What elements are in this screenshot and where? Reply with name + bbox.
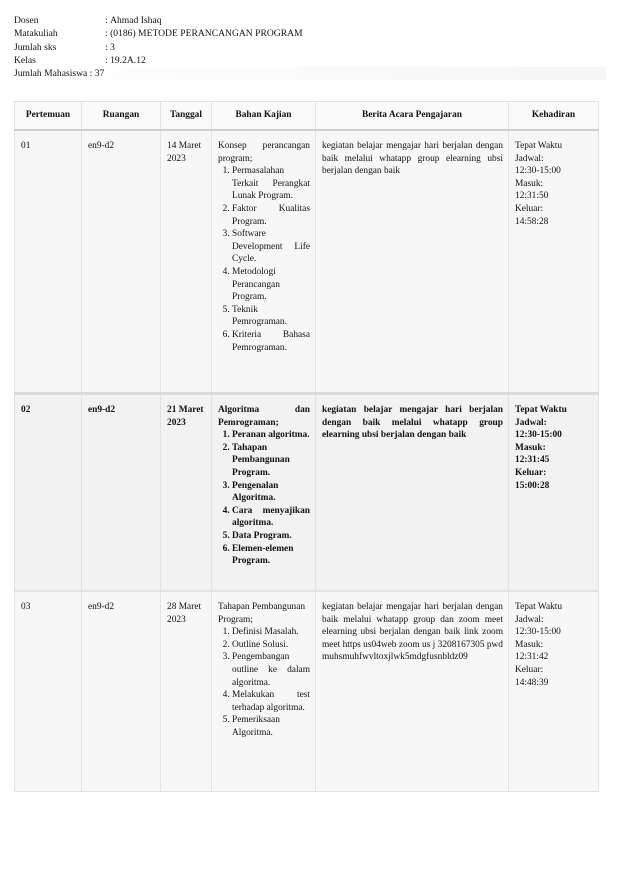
bahan-list bbox=[218, 429, 310, 568]
kelas-row bbox=[14, 54, 606, 67]
col-header-pertemuan: Pertemuan bbox=[15, 102, 82, 131]
mahasiswa-label: Jumlah Mahasiswa bbox=[14, 68, 88, 80]
mahasiswa-row bbox=[14, 67, 606, 80]
bahan-item: 6. Kriteria Bahasa Pemrograman. bbox=[232, 329, 310, 354]
kehadiran-status: Tepat Waktu bbox=[515, 141, 563, 151]
col-header-tanggal: Tanggal bbox=[161, 102, 212, 131]
kehadiran-jadwal-label: Jadwal: bbox=[515, 614, 544, 625]
kehadiran-masuk-label: Masuk: bbox=[515, 639, 544, 650]
matakuliah-row bbox=[14, 27, 606, 40]
bahan-item: 6. Elemen-elemen Program. bbox=[232, 543, 310, 568]
bahan-item: 4. Cara menyajikan algoritma. bbox=[232, 505, 310, 530]
kehadiran-keluar: 14:58:28 bbox=[515, 216, 549, 227]
cell-kehadiran bbox=[509, 130, 599, 394]
sks-separator: : bbox=[105, 41, 111, 53]
kelas-separator: : bbox=[105, 54, 111, 66]
cell-bahan-kajian bbox=[212, 394, 316, 592]
bahan-item: 1. Peranan algoritma. bbox=[232, 429, 310, 442]
sks-value: 3 bbox=[110, 41, 115, 53]
cell-bahan-kajian bbox=[212, 130, 316, 394]
cell-kehadiran bbox=[509, 394, 599, 592]
matakuliah-label: Matakuliah bbox=[14, 28, 58, 40]
bahan-item: 2. Tahapan Pembangunan Program. bbox=[232, 442, 310, 480]
cell-berita-acara: kegiatan belajar mengajar hari berjalan dengan baik melalui whatapp group dan zoom meet elearning ubsi berjalan dengan baik link zoom meet https us04web zoom us j 3208167305 pwd muhsmuhfwvltoxjlwk5mdgfusnbldz09 bbox=[316, 591, 509, 792]
cell-tanggal: 21 Maret 2023 bbox=[161, 394, 212, 592]
kehadiran-status: Tepat Waktu bbox=[515, 602, 563, 612]
table-row bbox=[15, 591, 599, 792]
kehadiran-masuk: 12:31:50 bbox=[515, 191, 549, 202]
kehadiran-jadwal-label: Jadwal: bbox=[515, 417, 547, 428]
kehadiran-masuk: 12:31:42 bbox=[515, 652, 549, 663]
bahan-list bbox=[218, 626, 310, 739]
bahan-item: 2. Faktor Kualitas Program. bbox=[232, 203, 310, 228]
kehadiran-status: Tepat Waktu bbox=[515, 405, 567, 415]
kehadiran-masuk-label: Masuk: bbox=[515, 442, 546, 453]
cell-ruangan: en9-d2 bbox=[82, 394, 161, 592]
kehadiran-keluar: 14:48:39 bbox=[515, 677, 549, 688]
kelas-value: 19.2A.12 bbox=[110, 54, 146, 66]
bahan-item: 1. Permasalahan Terkait Perangkat Lunak Program. bbox=[232, 165, 310, 203]
kehadiran-keluar-label: Keluar: bbox=[515, 467, 547, 478]
col-header-kehadiran: Kehadiran bbox=[509, 102, 599, 131]
cell-ruangan: en9-d2 bbox=[82, 591, 161, 792]
bahan-title: Konsep perancangan program; bbox=[218, 141, 310, 164]
table-header-row bbox=[15, 102, 599, 131]
kehadiran-masuk-label: Masuk: bbox=[515, 178, 544, 189]
mahasiswa-value: 37 bbox=[94, 68, 105, 80]
bahan-item: 5. Teknik Pemrograman. bbox=[232, 304, 310, 329]
bahan-item: 1. Definisi Masalah. bbox=[232, 626, 310, 639]
sks-label: Jumlah sks bbox=[14, 41, 57, 53]
cell-pertemuan: 03 bbox=[15, 591, 82, 792]
cell-berita-acara: kegiatan belajar mengajar hari berjalan dengan baik melalui whatapp group elearning ubsi berjalan dengan baik bbox=[316, 130, 509, 394]
kelas-label: Kelas bbox=[14, 54, 36, 66]
teaching-record-table bbox=[14, 101, 599, 792]
bahan-item: 3. Pengenalan Algoritma. bbox=[232, 480, 310, 505]
dosen-row bbox=[14, 14, 606, 27]
cell-pertemuan: 01 bbox=[15, 130, 82, 394]
bahan-item: 4. Melakukan test terhadap algoritma. bbox=[232, 689, 310, 714]
bahan-item: 3. Pengembangan outline ke dalam algoritma. bbox=[232, 651, 310, 689]
bahan-title: Tahapan Pembangunan Program; bbox=[218, 602, 306, 625]
sks-row bbox=[14, 41, 606, 54]
cell-pertemuan: 02 bbox=[15, 394, 82, 592]
cell-tanggal: 28 Maret 2023 bbox=[161, 591, 212, 792]
mahasiswa-separator: : bbox=[87, 68, 95, 80]
bahan-item: 5. Pemeriksaan Algoritma. bbox=[232, 714, 310, 739]
bahan-item: 5. Data Program. bbox=[232, 530, 310, 543]
dosen-label: Dosen bbox=[14, 15, 39, 26]
bahan-title: Algoritma dan Pemrograman; bbox=[218, 405, 310, 428]
cell-bahan-kajian bbox=[212, 591, 316, 792]
kehadiran-jadwal: 12:30-15:00 bbox=[515, 627, 561, 638]
dosen-separator: : bbox=[105, 15, 111, 26]
bahan-item: 3. Software Development Life Cycle. bbox=[232, 228, 310, 266]
col-header-berita-acara: Berita Acara Pengajaran bbox=[316, 102, 509, 131]
table-row bbox=[15, 394, 599, 592]
bahan-item: 2. Outline Solusi. bbox=[232, 639, 310, 652]
cell-kehadiran bbox=[509, 591, 599, 792]
kehadiran-keluar-label: Keluar: bbox=[515, 203, 544, 214]
course-info-header bbox=[14, 14, 606, 80]
bahan-item: 4. Metodologi Perancangan Program. bbox=[232, 266, 310, 304]
kehadiran-jadwal: 12:30-15:00 bbox=[515, 430, 562, 441]
dosen-value: Ahmad Ishaq bbox=[110, 15, 162, 26]
matakuliah-value: (0186) METODE PERANCANGAN PROGRAM bbox=[110, 28, 303, 40]
cell-berita-acara: kegiatan belajar mengajar hari berjalan dengan baik melalui whatapp group elearning ubsi berjalan dengan baik bbox=[316, 394, 509, 592]
kehadiran-jadwal: 12:30-15:00 bbox=[515, 166, 561, 177]
col-header-bahan-kajian: Bahan Kajian bbox=[212, 102, 316, 131]
kehadiran-keluar-label: Keluar: bbox=[515, 664, 544, 675]
table-row bbox=[15, 130, 599, 394]
matakuliah-separator: : bbox=[105, 28, 111, 40]
cell-tanggal: 14 Maret 2023 bbox=[161, 130, 212, 394]
kehadiran-keluar: 15:00:28 bbox=[515, 480, 550, 491]
kehadiran-masuk: 12:31:45 bbox=[515, 455, 550, 466]
kehadiran-jadwal-label: Jadwal: bbox=[515, 153, 544, 164]
col-header-ruangan: Ruangan bbox=[82, 102, 161, 131]
bahan-list bbox=[218, 165, 310, 354]
cell-ruangan: en9-d2 bbox=[82, 130, 161, 394]
